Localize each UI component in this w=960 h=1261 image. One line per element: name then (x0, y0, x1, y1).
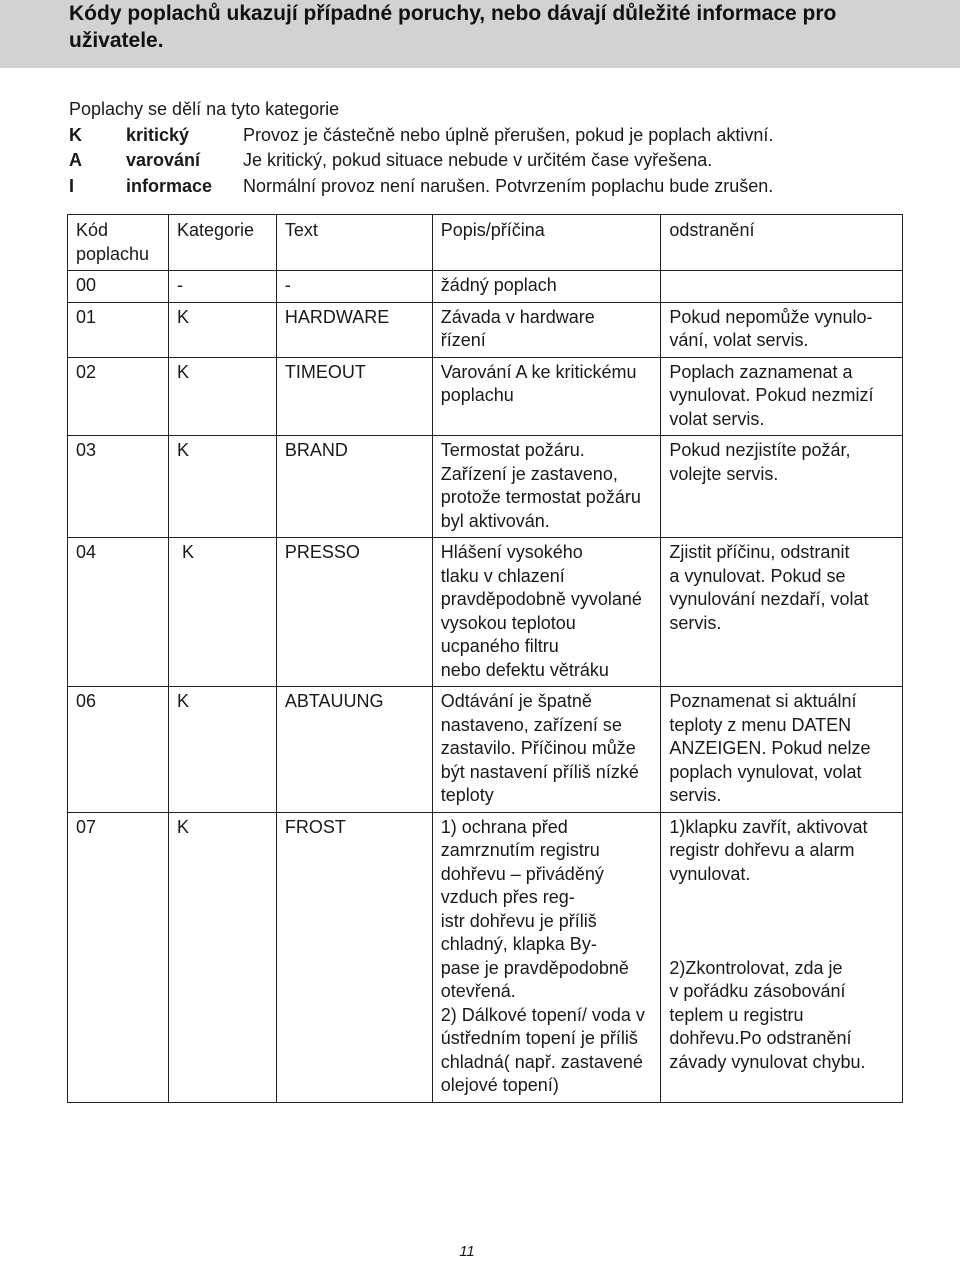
alarm-codes-table (67, 214, 903, 1103)
cell-category: K (168, 302, 276, 357)
cell-fix: Poplach zaznamenat a vynulovat. Pokud nezmizí volat servis. (661, 357, 903, 436)
cell-code: 06 (68, 687, 169, 813)
column-header-category: Kategorie (168, 215, 276, 271)
cell-fix: Pokud nezjistíte požár, volejte servis. (661, 436, 903, 538)
legend-category-description: Normální provoz není narušen. Potvrzením poplachu bude zrušen. (243, 175, 774, 196)
table-row (68, 357, 903, 436)
cell-category: K (168, 687, 276, 813)
cell-code: 01 (68, 302, 169, 357)
cell-code: 02 (68, 357, 169, 436)
cell-fix: Pokud nepomůže vynulo- vání, volat servis. (661, 302, 903, 357)
cell-fix: Zjistit příčinu, odstranit a vynulovat. Pokud se vynulování nezdaří, volat servis. (661, 538, 903, 687)
cell-text: ABTAUUNG (276, 687, 432, 813)
cell-category: K (168, 538, 276, 687)
cell-text: - (276, 271, 432, 303)
page-title: Kódy poplachů ukazují případné poruchy, nebo dávají důležité informace pro uživatele. (69, 2, 837, 52)
cell-spacer (669, 910, 896, 934)
table-row (68, 436, 903, 538)
legend-category-name: informace (126, 175, 213, 196)
cell-description: žádný poplach (432, 271, 661, 303)
column-header-text: Text (276, 215, 432, 271)
cell-spacer (669, 933, 896, 957)
legend-category-name: kritický (126, 124, 190, 145)
cell-text: TIMEOUT (276, 357, 432, 436)
cell-code: 07 (68, 812, 169, 1102)
cell-code: 03 (68, 436, 169, 538)
cell-text: PRESSO (276, 538, 432, 687)
cell-description: Hlášení vysokého tlaku v chlazení pravděpodobně vyvolané vysokou teplotou ucpaného filtru nebo defektu větráku (432, 538, 661, 687)
cell-spacer (669, 886, 896, 910)
cell-fix (661, 271, 903, 303)
cell-code: 04 (68, 538, 169, 687)
cell-code: 00 (68, 271, 169, 303)
legend-category-description: Provoz je částečně nebo úplně přerušen, pokud je poplach aktivní. (243, 124, 774, 145)
legend-row-critical (69, 123, 929, 149)
legend-letter: K (69, 124, 82, 145)
table-row (68, 812, 903, 1102)
table-row (68, 271, 903, 303)
cell-category: K (168, 436, 276, 538)
cell-description: Termostat požáru. Zařízení je zastaveno, protože termostat požáru byl aktivován. (432, 436, 661, 538)
cell-category: K (168, 357, 276, 436)
cell-fix-part-1: 1)klapku zavřít, aktivovat registr dohřevu a alarm vynulovat. (669, 816, 868, 884)
table-row (68, 538, 903, 687)
cell-fix-part-2: 2)Zkontrolovat, zda je v pořádku zásobování teplem u registru dohřevu.Po odstranění závady vynulovat chybu. (669, 957, 866, 1072)
legend-row-information (69, 174, 929, 200)
column-header-description: Popis/příčina (432, 215, 661, 271)
legend-row-warning (69, 148, 929, 174)
cell-category: - (168, 271, 276, 303)
page-number: 11 (459, 1243, 475, 1260)
cell-text: FROST (276, 812, 432, 1102)
table-row (68, 687, 903, 813)
column-header-fix: odstranění (661, 215, 903, 271)
table-header-row (68, 215, 903, 271)
cell-description: Odtávání je špatně nastaveno, zařízení se zastavilo. Příčinou může být nastavení příliš nízké teploty (432, 687, 661, 813)
column-header-code: Kód poplachu (68, 215, 169, 271)
category-legend (69, 97, 929, 199)
table-row (68, 302, 903, 357)
cell-fix: Poznamenat si aktuální teploty z menu DATEN ANZEIGEN. Pokud nelze poplach vynulovat, volat servis. (661, 687, 903, 813)
cell-description: 1) ochrana před zamrznutím registru dohřevu – přiváděný vzduch přes reg- istr dohřevu je příliš chladný, klapka By- pase je pravděpodobně otevřená. 2) Dálkové topení/ voda v ústředním topení je příliš chladná( např. zastavené olejové topení) (432, 812, 661, 1102)
legend-heading: Poplachy se dělí na tyto kategorie (69, 99, 340, 119)
cell-description: Závada v hardware řízení (432, 302, 661, 357)
legend-category-description: Je kritický, pokud situace nebude v určitém čase vyřešena. (243, 150, 713, 170)
cell-text: HARDWARE (276, 302, 432, 357)
cell-description: Varování A ke kritickému poplachu (432, 357, 661, 436)
cell-text: BRAND (276, 436, 432, 538)
header-bar (0, 0, 960, 68)
legend-category-name: varování (126, 150, 201, 170)
cell-fix (661, 812, 903, 1102)
legend-letter: I (69, 175, 75, 196)
legend-letter: A (69, 150, 82, 170)
cell-category: K (168, 812, 276, 1102)
